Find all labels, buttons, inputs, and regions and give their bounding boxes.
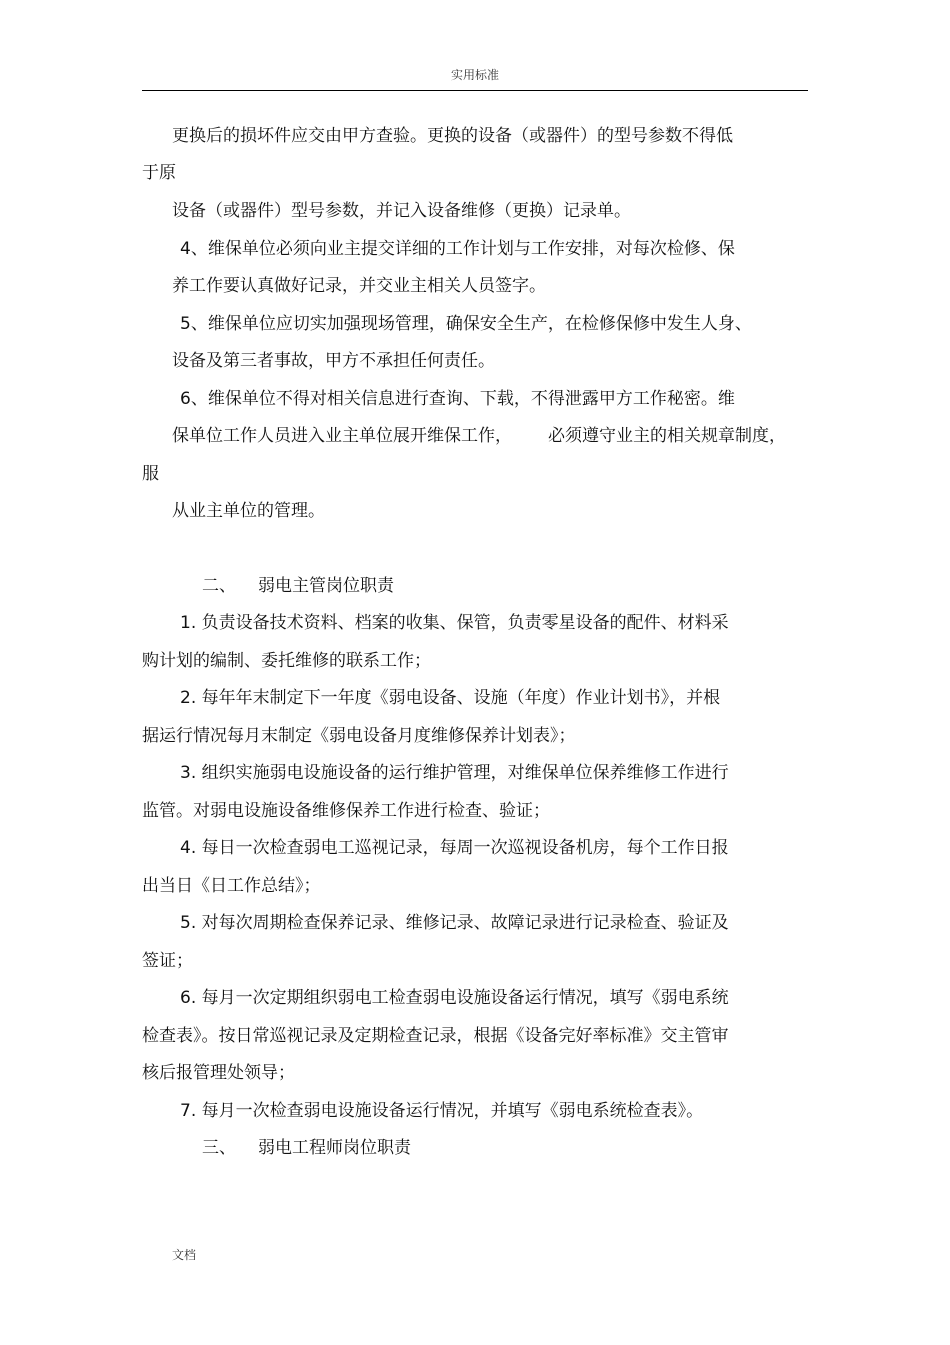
section-heading-number: 二、: [202, 576, 236, 596]
paragraph-line: 保单位工作人员进入业主单位展开维保工作，: [172, 426, 512, 446]
paragraph-line: 从业主单位的管理。: [172, 501, 325, 521]
paragraph-line: 出当日《日工作总结》；: [142, 876, 321, 896]
paragraph-line: 服: [142, 464, 159, 484]
paragraph-line: 签证；: [142, 951, 193, 971]
paragraph-line: 购计划的编制、委托维修的联系工作；: [142, 651, 431, 671]
section-heading-title: 弱电主管岗位职责: [258, 576, 394, 596]
section-heading-title: 弱电工程师岗位职责: [258, 1138, 411, 1158]
page-header: 实用标准: [450, 68, 499, 82]
paragraph-line: 4、维保单位必须向业主提交详细的工作计划与工作安排，对每次检修、保: [180, 239, 735, 259]
paragraph-line: 检查表》。按日常巡视记录及定期检查记录，根据《设备完好率标准》交主管审: [142, 1026, 729, 1046]
paragraph-line: 6. 每月一次定期组织弱电工检查弱电设施设备运行情况，填写《弱电系统: [180, 988, 729, 1008]
paragraph-line: 必须遵守业主的相关规章制度，: [548, 426, 786, 446]
paragraph-line: 2. 每年年末制定下一年度《弱电设备、设施（年度）作业计划书》，并根: [180, 688, 721, 708]
paragraph-line: 设备及第三者事故，甲方不承担任何责任。: [172, 351, 495, 371]
header-divider: [142, 90, 808, 91]
paragraph-line: 5、维保单位应切实加强现场管理，确保安全生产，在检修保修中发生人身、: [180, 314, 752, 334]
paragraph-line: 1. 负责设备技术资料、档案的收集、保管，负责零星设备的配件、材料采: [180, 613, 729, 633]
paragraph-line: 3. 组织实施弱电设施设备的运行维护管理，对维保单位保养维修工作进行: [180, 763, 729, 783]
paragraph-line: 据运行情况每月末制定《弱电设备月度维修保养计划表》；: [142, 726, 576, 746]
page-footer: 文档: [172, 1248, 197, 1262]
paragraph-line: 核后报管理处领导；: [142, 1063, 295, 1083]
paragraph-line: 更换后的损坏件应交由甲方查验。更换的设备（或器件）的型号参数不得低: [172, 126, 733, 146]
paragraph-line: 设备（或器件）型号参数，并记入设备维修（更换）记录单。: [172, 201, 631, 221]
paragraph-line: 于原: [142, 163, 176, 183]
paragraph-line: 养工作要认真做好记录，并交业主相关人员签字。: [172, 276, 546, 296]
paragraph-line: 7. 每月一次检查弱电设施设备运行情况，并填写《弱电系统检查表》。: [180, 1101, 704, 1121]
paragraph-line: 监管。对弱电设施设备维修保养工作进行检查、验证；: [142, 801, 550, 821]
paragraph-line: 4. 每日一次检查弱电工巡视记录，每周一次巡视设备机房，每个工作日报: [180, 838, 729, 858]
paragraph-line: 5. 对每次周期检查保养记录、维修记录、故障记录进行记录检查、验证及: [180, 913, 729, 933]
paragraph-line: 6、维保单位不得对相关信息进行查询、下载，不得泄露甲方工作秘密。维: [180, 389, 735, 409]
section-heading-number: 三、: [202, 1138, 236, 1158]
